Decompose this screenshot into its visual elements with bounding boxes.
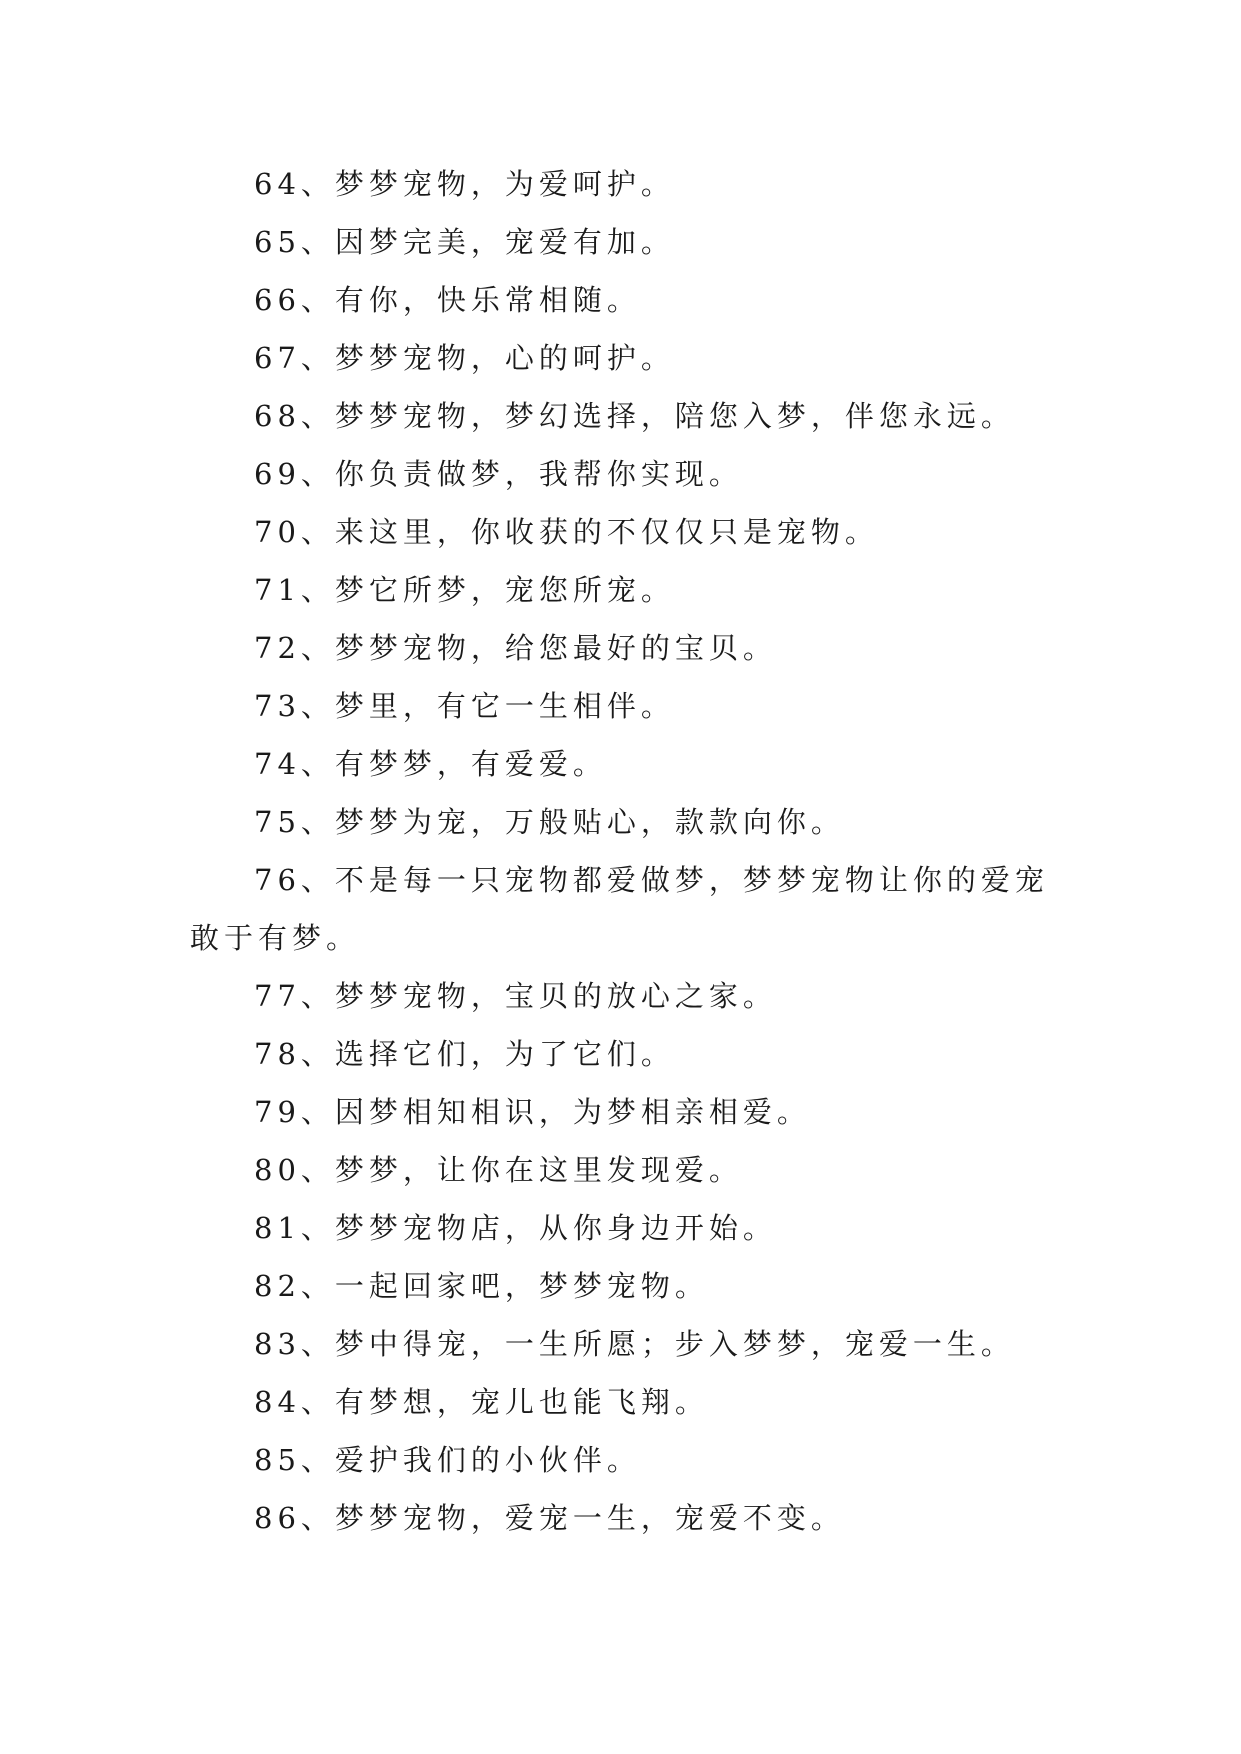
list-item: 64、梦梦宠物，为爱呵护。 — [254, 167, 675, 201]
list-item: 69、你负责做梦，我帮你实现。 — [254, 457, 743, 491]
list-item: 67、梦梦宠物，心的呵护。 — [254, 341, 675, 375]
list-item: 79、因梦相知相识，为梦相亲相爱。 — [254, 1095, 811, 1129]
list-item: 86、梦梦宠物，爱宠一生，宠爱不变。 — [254, 1501, 845, 1535]
list-item: 68、梦梦宠物，梦幻选择，陪您入梦，伴您永远。 — [254, 399, 1015, 433]
list-item: 74、有梦梦，有爱爱。 — [254, 747, 607, 781]
list-item: 70、来这里，你收获的不仅仅只是宠物。 — [254, 515, 879, 549]
list-item: 83、梦中得宠，一生所愿；步入梦梦，宠爱一生。 — [254, 1327, 1015, 1361]
list-item: 84、有梦想，宠儿也能飞翔。 — [254, 1385, 709, 1419]
list-item: 73、梦里，有它一生相伴。 — [254, 689, 675, 723]
list-item: 76、不是每一只宠物都爱做梦，梦梦宠物让你的爱宠敢于有梦。 — [190, 863, 1049, 955]
list-item: 75、梦梦为宠，万般贴心，款款向你。 — [254, 805, 845, 839]
list-item: 66、有你，快乐常相随。 — [254, 283, 641, 317]
list-item: 72、梦梦宠物，给您最好的宝贝。 — [254, 631, 777, 665]
slogan-list — [190, 155, 1070, 1547]
list-item: 82、一起回家吧，梦梦宠物。 — [254, 1269, 709, 1303]
list-item: 77、梦梦宠物，宝贝的放心之家。 — [254, 979, 777, 1013]
list-item: 65、因梦完美，宠爱有加。 — [254, 225, 675, 259]
list-item: 71、梦它所梦，宠您所宠。 — [254, 573, 675, 607]
list-item: 78、选择它们，为了它们。 — [254, 1037, 675, 1071]
list-item: 81、梦梦宠物店，从你身边开始。 — [254, 1211, 777, 1245]
list-item: 85、爱护我们的小伙伴。 — [254, 1443, 641, 1477]
list-item: 80、梦梦，让你在这里发现爱。 — [254, 1153, 743, 1187]
